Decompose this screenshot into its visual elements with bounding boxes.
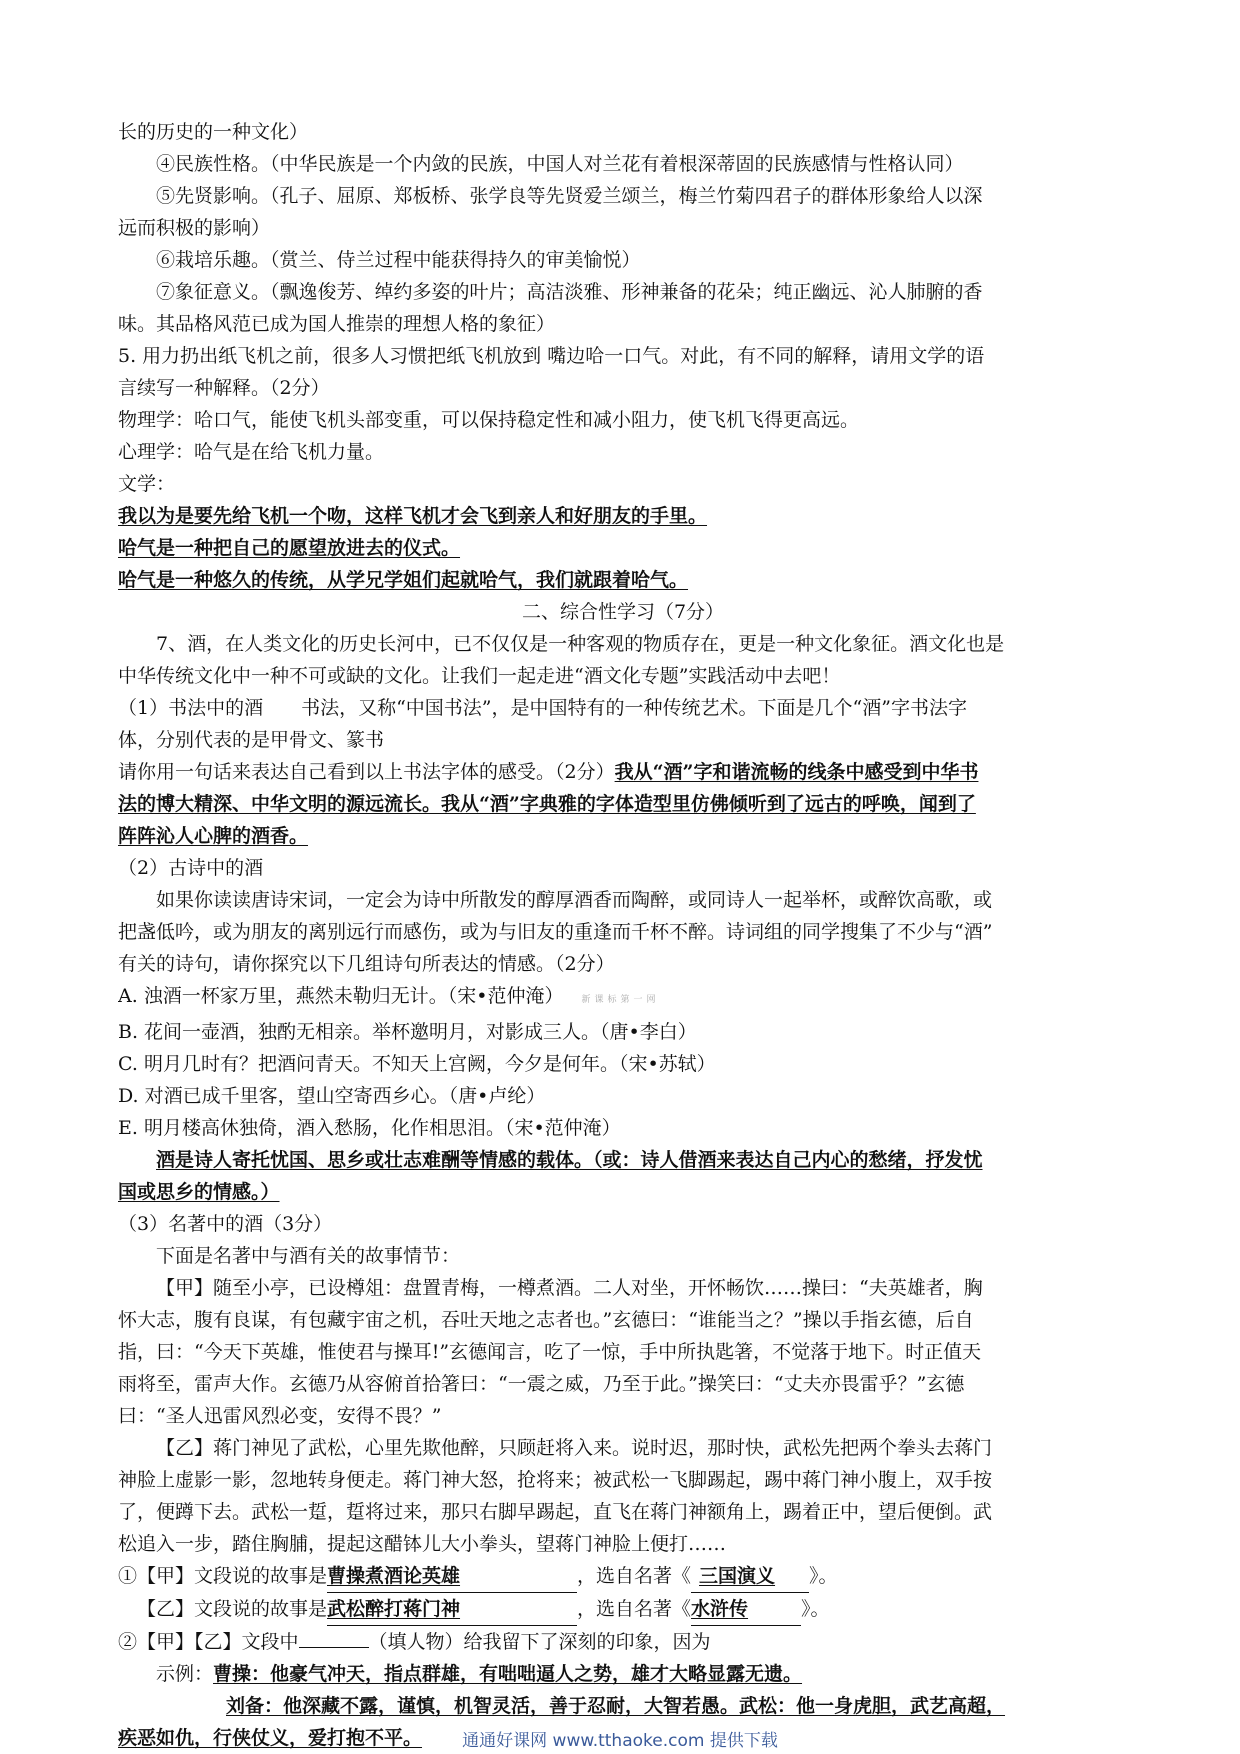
answer-text: 酒是诗人寄托忧国、思乡或壮志难酬等情感的载体。（或：诗人借酒来表达自己内心的愁绪，抒发忧 — [156, 1149, 983, 1171]
text-line: 长的历史的一种文化） — [118, 121, 309, 143]
answer-blank: 武松醉打蒋门神 — [327, 1593, 577, 1626]
passage-yi: 【乙】蒋门神见了武松，心里先欺他醉，只顾赶将入来。说时迟，那时快，武松先把两个拳头去蒋门 — [156, 1437, 993, 1459]
text-line: 雨将至，雷声大作。玄德乃从容俯首拾箸曰：“一震之威，乃至于此。”操笑曰：“丈夫亦畏雷乎？”玄德 — [118, 1373, 965, 1395]
question-7: 7、酒，在人类文化的历史长河中，已不仅仅是一种客观的物质存在，更是一种文化象征。酒文化也是 — [156, 633, 1005, 655]
poem-line: C. 明月几时有？把酒问青天。不知天上宫阙，今夕是何年。（宋•苏轼） — [118, 1053, 716, 1075]
text-line: 怀大志，腹有良谋，有包藏宇宙之机，吞吐天地之志者也。”玄德曰：“谁能当之？”操以手指玄德，后自 — [118, 1309, 974, 1331]
text-line: ⑥栽培乐趣。（赏兰、侍兰过程中能获得持久的审美愉悦） — [156, 249, 641, 271]
text-line: 了，便蹲下去。武松一踅，踅将过来，那只右脚早踢起，直飞在蒋门神额角上，踢着正中，望后便倒。武 — [118, 1501, 993, 1523]
answer-text: 我从“酒”字和谐流畅的线条中感受到中华书 — [614, 761, 979, 783]
example-line: 示例：曹操：他豪气冲天，指点群雄，有咄咄逼人之势，雄才大略显露无遗。 — [156, 1663, 803, 1685]
section-heading: 二、综合性学习（7分） — [521, 601, 725, 623]
text-line: 曰：“圣人迅雷风烈必变，安得不畏？” — [118, 1405, 442, 1427]
text-line: 远而积极的影响） — [118, 217, 271, 239]
poem-line: D. 对酒已成千里客，望山空寄西乡心。（唐•卢纶） — [118, 1085, 546, 1107]
question-5: 5. 用力扔出纸飞机之前，很多人习惯把纸飞机放到 嘴边哈一口气。对此，有不同的解释，请用文学的语 — [118, 345, 985, 367]
answer-text: 哈气是一种悠久的传统，从学兄学姐们起就哈气，我们就跟着哈气。 — [118, 569, 689, 591]
answer-text: 刘备：他深藏不露，谨慎，机智灵活，善于忍耐，大智若愚。武松：他一身虎胆，武艺高超， — [226, 1695, 1006, 1717]
text-line: ⑦象征意义。（飘逸俊芳、绰约多姿的叶片；高洁淡雅、形神兼备的花朵；纯正幽远、沁人肺腑的香 — [156, 281, 983, 303]
fill-line-2: 【乙】文段说的故事是武松醉打蒋门神 ，选自名著《水浒传 》。 — [118, 1593, 1128, 1626]
text-line: ④民族性格。（中华民族是一个内敛的民族，中国人对兰花有着根深蒂固的民族感情与性格认同） — [156, 153, 964, 175]
fill-line-1: ①【甲】文段说的故事是曹操煮酒论英雄 ，选自名著《 三国演义 》。 — [118, 1560, 1128, 1593]
subquestion-2: （2）古诗中的酒 — [118, 857, 264, 879]
poem-line: B. 花间一壶酒，独酌无相亲。举杯邀明月，对影成三人。（唐•李白） — [118, 1021, 697, 1043]
text-line: 下面是名著中与酒有关的故事情节： — [156, 1245, 461, 1267]
text-line: 文学： — [118, 473, 176, 495]
answer-blank — [299, 1647, 369, 1648]
answer-text: 我以为是要先给飞机一个吻，这样飞机才会飞到亲人和好朋友的手里。 — [118, 505, 708, 527]
answer-blank: 曹操煮酒论英雄 — [327, 1560, 577, 1593]
answer-text: 哈气是一种把自己的愿望放进去的仪式。 — [118, 537, 461, 559]
text-line: 指，曰：“今天下英雄，惟使君与操耳!”玄德闻言，吃了一惊，手中所执匙箸，不觉落于地下。时正值天 — [118, 1341, 982, 1363]
answer-text: 国或思乡的情感。） — [118, 1181, 280, 1203]
watermark: 新课标第一网 — [581, 995, 660, 1005]
text-line: 把盏低吟，或为朋友的离别远行而感伤，或为与旧友的重逢而千杯不醉。诗词组的同学搜集了不少与“酒” — [118, 921, 993, 943]
text-line: 请你用一句话来表达自己看到以上书法字体的感受。（2分）我从“酒”字和谐流畅的线条中感受到中华书 — [118, 761, 979, 783]
text-line: 言续写一种解释。（2分） — [118, 377, 330, 399]
document-body — [118, 116, 1128, 1754]
answer-text: 阵阵沁人心脾的酒香。 — [118, 825, 309, 847]
text-line: 中华传统文化中一种不可或缺的文化。让我们一起走进“酒文化专题”实践活动中去吧！ — [118, 665, 841, 687]
text-line: 有关的诗句，请你探究以下几组诗句所表达的情感。（2分） — [118, 953, 615, 975]
text-line: 味。其品格风范已成为国人推崇的理想人格的象征） — [118, 313, 556, 335]
text-line: 松追入一步，踏住胸脯，提起这醋钵儿大小拳头，望蒋门神脸上便打…… — [118, 1533, 727, 1555]
subquestion-1: （1）书法中的酒 书法，又称“中国书法”，是中国特有的一种传统艺术。下面是几个“酒”字书法字 — [118, 697, 967, 719]
text-line: 神脸上虚影一影，忽地转身便走。蒋门神大怒，抢将来；被武松一飞脚踢起，踢中蒋门神小腹上，双手按 — [118, 1469, 993, 1491]
poem-line: E. 明月楼高休独倚，酒入愁肠，化作相思泪。（宋•范仲淹） — [118, 1117, 621, 1139]
answer-blank: 水浒传 — [691, 1593, 801, 1626]
answer-text: 曹操：他豪气冲天，指点群雄，有咄咄逼人之势，雄才大略显露无遗。 — [213, 1663, 803, 1685]
subquestion-3: （3）名著中的酒（3分） — [118, 1213, 333, 1235]
text-line: 物理学：哈口气，能使飞机头部变重，可以保持稳定性和减小阻力，使飞机飞得更高远。 — [118, 409, 860, 431]
answer-text: 疾恶如仇，行侠仗义，爱打抱不平。 — [118, 1727, 423, 1749]
footer-credit: 通通好课网 www.tthaoke.com 提供下载 — [462, 1731, 778, 1751]
text-line: 心理学：哈气是在给飞机力量。 — [118, 441, 385, 463]
answer-text: 法的博大精深、中华文明的源远流长。我从“酒”字典雅的字体造型里仿佛倾听到了远古的呼唤，闻到了 — [118, 793, 976, 815]
text-line: 体，分别代表的是甲骨文、篆书 — [118, 729, 385, 751]
fill-line-3: ②【甲】【乙】文段中 （填人物）给我留下了深刻的印象，因为 — [118, 1631, 711, 1653]
poem-line: A. 浊酒一杯家万里，燕然未勒归无计。（宋•范仲淹） 新课标第一网 — [118, 985, 660, 1007]
text-line: ⑤先贤影响。（孔子、屈原、郑板桥、张学良等先贤爱兰颂兰，梅兰竹菊四君子的群体形象给人以深 — [156, 185, 983, 207]
passage-jia: 【甲】随至小亭，已设樽俎：盘置青梅，一樽煮酒。二人对坐，开怀畅饮……操曰：“夫英雄者，胸 — [156, 1277, 983, 1299]
answer-blank: 三国演义 — [691, 1560, 809, 1593]
text-line: 如果你读读唐诗宋词，一定会为诗中所散发的醇厚酒香而陶醉，或同诗人一起举杯，或醉饮高歌，或 — [156, 889, 993, 911]
